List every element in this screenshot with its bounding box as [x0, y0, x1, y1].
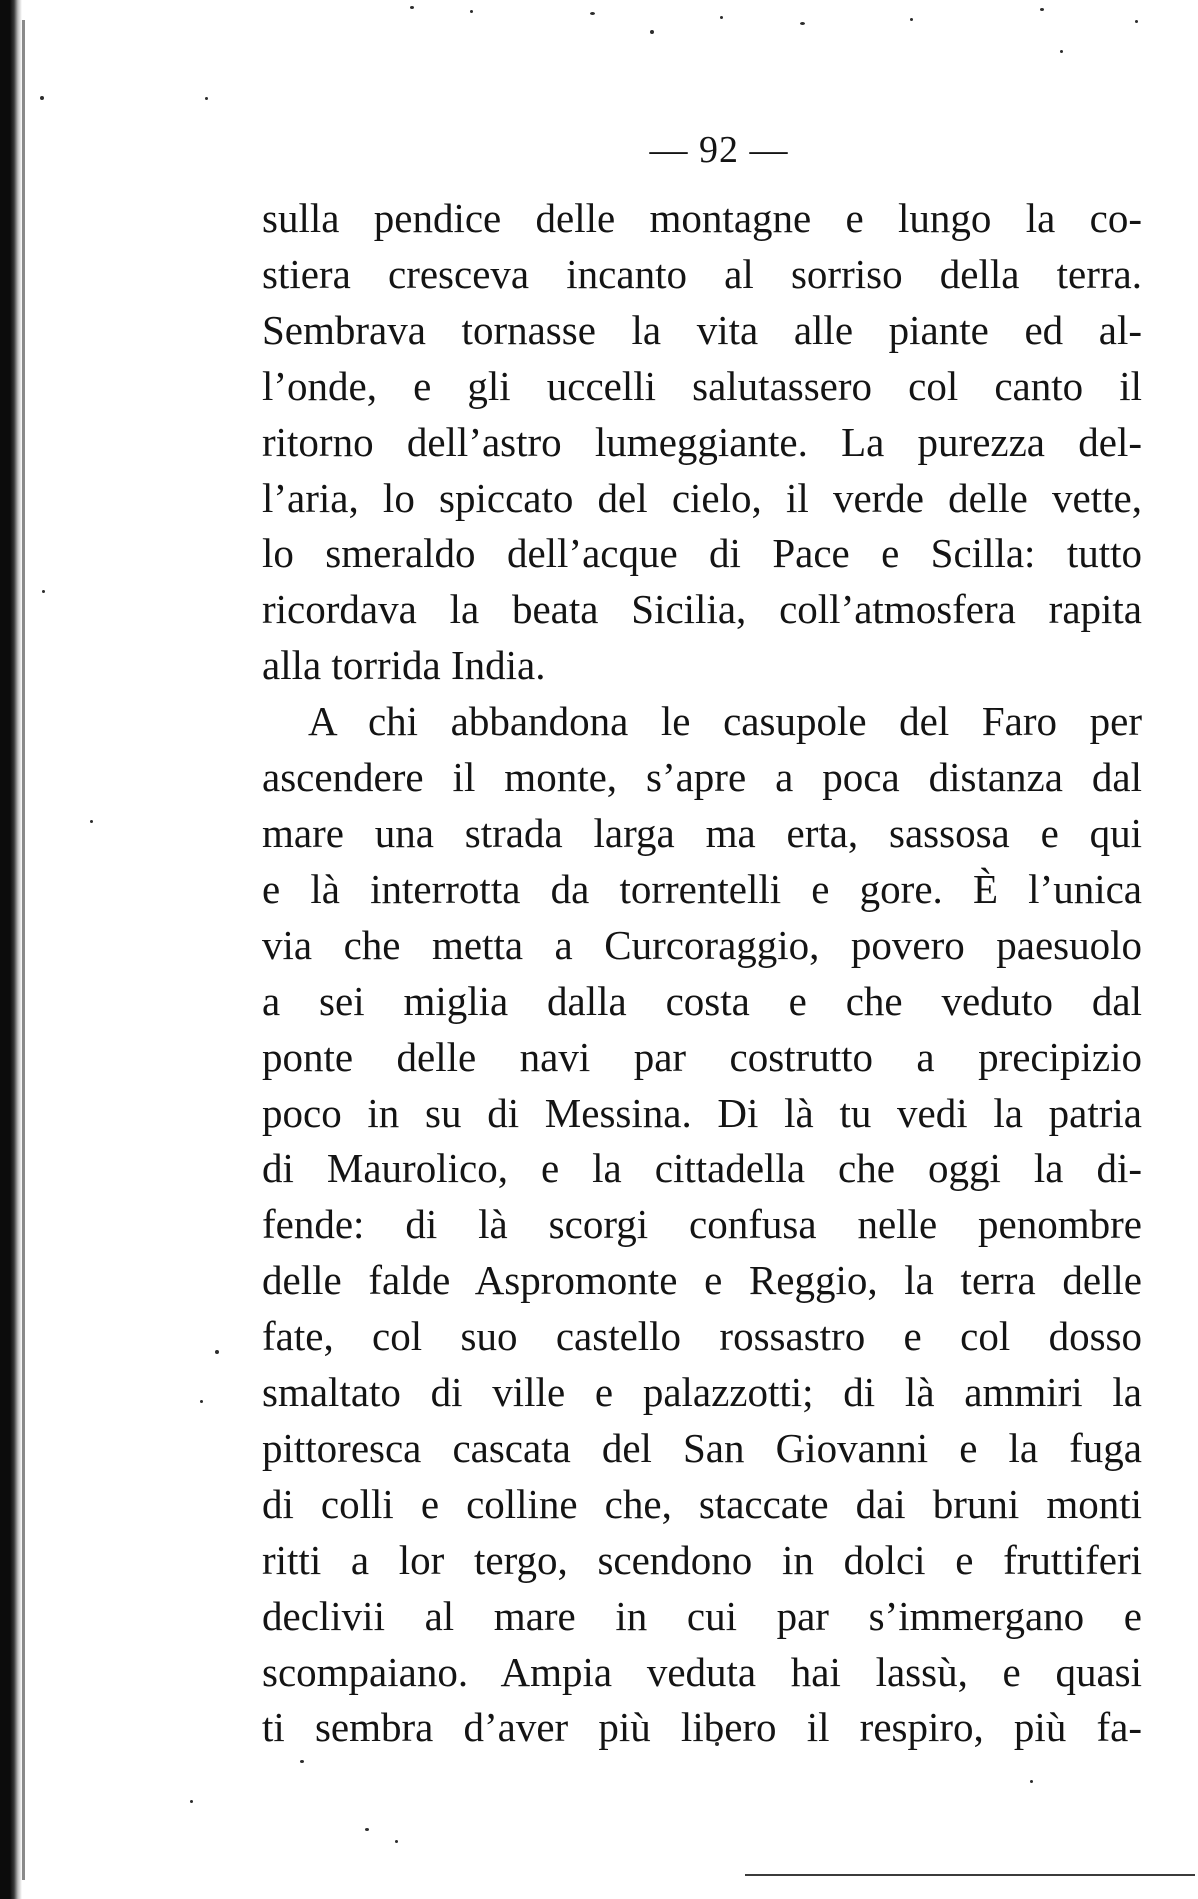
scan-speck — [1060, 50, 1063, 53]
binding-shadow-line — [22, 20, 25, 1880]
scan-speck — [720, 16, 723, 19]
scan-speck — [365, 1828, 369, 1831]
text-line: e là interrotta da torrentelli e gore. È l’unica — [262, 865, 1142, 912]
text-line: poco in su di Messina. Di là tu vedi la patria — [262, 1089, 1142, 1136]
body-text — [262, 191, 1142, 1756]
text-line: alla torrida India. — [262, 642, 546, 689]
scan-speck — [300, 1760, 304, 1763]
text-line: declivii al mare in cui par s’immergano e — [262, 1592, 1142, 1639]
scan-speck — [1030, 1780, 1033, 1783]
scan-speck — [410, 6, 414, 9]
text-line: pittoresca cascata del San Giovanni e la fuga — [262, 1424, 1142, 1471]
scan-speck — [470, 10, 473, 13]
text-line: ritorno dell’astro lumeggiante. La purezza del- — [262, 418, 1142, 465]
scan-speck — [1040, 8, 1044, 11]
text-line: scompaiano. Ampia veduta hai lassù, e quasi — [262, 1648, 1142, 1695]
text-line: smaltato di ville e palazzotti; di là ammiri la — [262, 1369, 1142, 1416]
text-line: mare una strada larga ma erta, sassosa e qui — [262, 809, 1142, 856]
text-line: di Maurolico, e la cittadella che oggi la di- — [262, 1145, 1142, 1192]
text-line: ti sembra d’aver più libero il respiro, più fa- — [262, 1704, 1142, 1751]
scan-speck — [205, 97, 208, 100]
bottom-rule — [745, 1874, 1195, 1876]
text-line: fate, col suo castello rossastro e col dosso — [262, 1313, 1142, 1360]
scan-speck — [190, 1800, 193, 1803]
scan-speck — [395, 1840, 398, 1843]
scan-speck — [40, 96, 44, 100]
scan-speck — [200, 1400, 203, 1403]
text-line: Sembrava tornasse la vita alle piante ed al- — [262, 306, 1142, 353]
text-line: stiera cresceva incanto al sorriso della terra. — [262, 250, 1142, 297]
text-line: delle falde Aspromonte e Reggio, la terra delle — [262, 1257, 1142, 1304]
text-line: a sei miglia dalla costa e che veduto dal — [262, 977, 1142, 1024]
scan-speck — [800, 22, 805, 25]
text-line: l’aria, lo spiccato del cielo, il verde delle vette, — [262, 474, 1142, 521]
scan-speck — [650, 30, 654, 34]
text-line: via che metta a Curcoraggio, povero paesuolo — [262, 921, 1142, 968]
page-number: — 92 — — [649, 129, 789, 171]
text-line: ascendere il monte, s’apre a poca distanza dal — [262, 754, 1142, 801]
text-line: ritti a lor tergo, scendono in dolci e fruttiferi — [262, 1536, 1142, 1583]
scan-speck — [42, 590, 45, 593]
scan-speck — [1135, 20, 1138, 23]
text-line: ricordava la beata Sicilia, coll’atmosfera rapita — [262, 586, 1142, 633]
scan-speck — [215, 1350, 219, 1354]
scan-speck — [90, 820, 93, 823]
binding-edge — [0, 0, 22, 1899]
text-line: fende: di là scorgi confusa nelle penombre — [262, 1201, 1142, 1248]
text-line: sulla pendice delle montagne e lungo la co- — [262, 195, 1142, 241]
text-line: di colli e colline che, staccate dai bruni monti — [262, 1480, 1142, 1527]
text-line: l’onde, e gli uccelli salutassero col canto il — [262, 362, 1142, 409]
scan-speck — [590, 12, 595, 15]
text-line: lo smeraldo dell’acque di Pace e Scilla: tutto — [262, 530, 1142, 577]
text-line: ponte delle navi par costrutto a precipizio — [262, 1033, 1142, 1080]
text-line: A chi abbandona le casupole del Faro per — [308, 698, 1142, 745]
scan-speck — [910, 18, 913, 21]
